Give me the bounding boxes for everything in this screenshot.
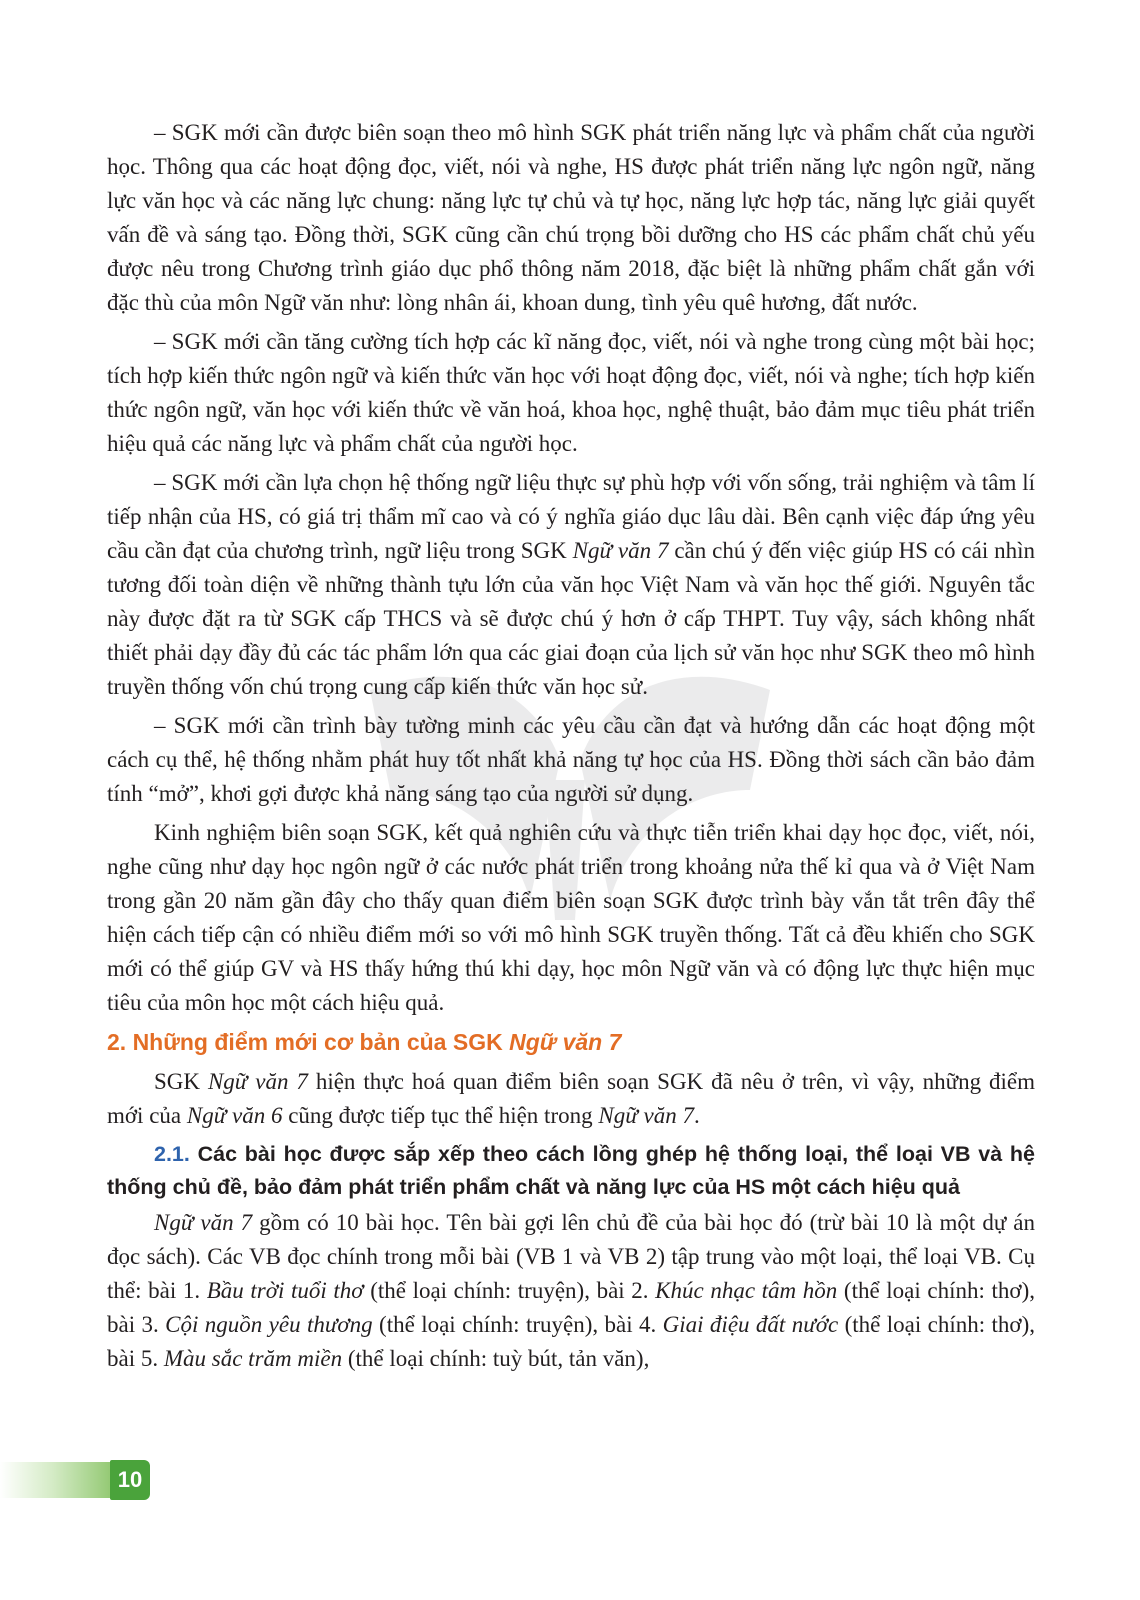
subsection-number: 2.1. [154,1142,190,1166]
paragraph: – SGK mới cần lựa chọn hệ thống ngữ liệu thực sự phù hợp với vốn sống, trải nghiệm và tâm lí tiếp nhận của HS, có giá trị thẩm mĩ cao và có ý nghĩa giáo dục lâu dài. Bên cạnh việc đáp ứng yêu cầu cần đạt của chương trình, ngữ liệu trong SGK Ngữ văn 7 cần chú ý đến việc giúp HS có cái nhìn tương đối toàn diện về những thành tựu lớn của văn học Việt Nam và văn học thế giới. Nguyên tắc này được đặt ra từ SGK cấp THCS và sẽ được chú ý hơn ở cấp THPT. Tuy vậy, sách không nhất thiết phải dạy đầy đủ các tác phẩm lớn qua các giai đoạn của lịch sử văn học như SGK theo mô hình truyền thống vốn chú trọng cung cấp kiến thức văn học sử. [107,470,1035,699]
page-number: 10 [110,1460,150,1500]
paragraph: – SGK mới cần trình bày tường minh các yêu cầu cần đạt và hướng dẫn các hoạt động một cách cụ thể, hệ thống nhằm phát huy tốt nhất khả năng tự học của HS. Đồng thời sách cần bảo đảm tính “mở”, khơi gợi được khả năng sáng tạo của người sử dụng. [107,713,1035,806]
section-heading: 2. Những điểm mới cơ bản của SGK Ngữ văn 7 [107,1029,622,1055]
main-text [107,116,1035,1381]
footer-gradient-bar [0,1462,118,1498]
subsection-heading: 2.1. Các bài học được sắp xếp theo cách lồng ghép hệ thống loại, thể loại VB và hệ thống chủ đề, bảo đảm phát triển phẩm chất và năng lực của HS một cách hiệu quả [107,1142,1035,1199]
paragraph: Ngữ văn 7 gồm có 10 bài học. Tên bài gợi lên chủ đề của bài học đó (trừ bài 10 là một dự án đọc sách). Các VB đọc chính trong mỗi bài (VB 1 và VB 2) tập trung vào một loại, thể loại VB. Cụ thể: bài 1. Bầu trời tuổi thơ (thể loại chính: truyện), bài 2. Khúc nhạc tâm hồn (thể loại chính: thơ), bài 3. Cội nguồn yêu thương (thể loại chính: truyện), bài 4. Giai điệu đất nước (thể loại chính: thơ), bài 5. Màu sắc trăm miền (thể loại chính: tuỳ bút, tản văn), [107,1210,1035,1371]
paragraph: Kinh nghiệm biên soạn SGK, kết quả nghiên cứu và thực tiễn triển khai dạy học đọc, viết, nói, nghe cũng như dạy học ngôn ngữ ở các nước phát triển trong khoảng nửa thế kỉ qua và ở Việt Nam trong gần 20 năm gần đây cho thấy quan điểm biên soạn SGK được trình bày vắn tắt trên đây thể hiện cách tiếp cận có nhiều điểm mới so với mô hình SGK truyền thống. Tất cả đều khiến cho SGK mới có thể giúp GV và HS thấy hứng thú khi dạy, học môn Ngữ văn và có động lực thực hiện mục tiêu của môn học một cách hiệu quả. [107,820,1035,1015]
paragraph: SGK Ngữ văn 7 hiện thực hoá quan điểm biên soạn SGK đã nêu ở trên, vì vậy, những điểm mới của Ngữ văn 6 cũng được tiếp tục thể hiện trong Ngữ văn 7. [107,1069,1035,1128]
paragraph: – SGK mới cần được biên soạn theo mô hình SGK phát triển năng lực và phẩm chất của người học. Thông qua các hoạt động đọc, viết, nói và nghe, HS được phát triển năng lực ngôn ngữ, năng lực văn học và các năng lực chung: năng lực tự chủ và tự học, năng lực hợp tác, năng lực giải quyết vấn đề và sáng tạo. Đồng thời, SGK cũng cần chú trọng bồi dưỡng cho HS các phẩm chất chủ yếu được nêu trong Chương trình giáo dục phổ thông năm 2018, đặc biệt là những phẩm chất gắn với đặc thù của môn Ngữ văn như: lòng nhân ái, khoan dung, tình yêu quê hương, đất nước. [107,120,1035,315]
paragraph: – SGK mới cần tăng cường tích hợp các kĩ năng đọc, viết, nói và nghe trong cùng một bài học; tích hợp kiến thức ngôn ngữ và kiến thức văn học với hoạt động đọc, viết, nói và nghe; tích hợp kiến thức ngôn ngữ, văn học với kiến thức về văn hoá, khoa học, nghệ thuật, bảo đảm mục tiêu phát triển hiệu quả các năng lực và phẩm chất của người học. [107,329,1035,456]
